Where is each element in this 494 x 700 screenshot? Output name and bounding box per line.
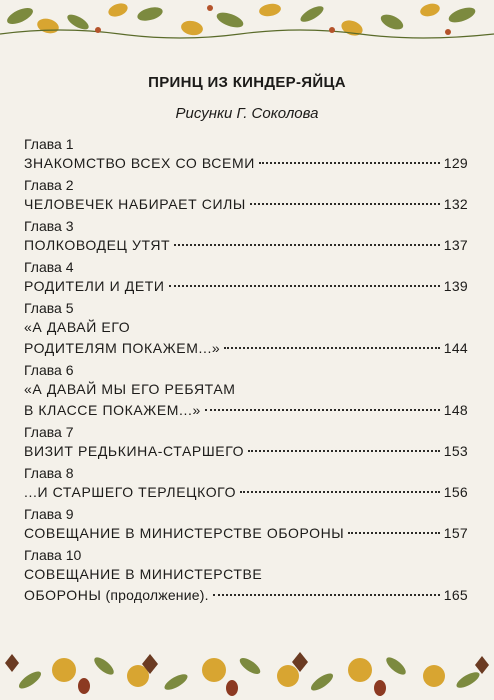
chapter-label: Глава 9 — [24, 506, 74, 522]
dot-leader — [348, 532, 439, 534]
chapter-title: ЗНАКОМСТВО ВСЕХ СО ВСЕМИ — [24, 155, 255, 171]
toc-entry — [24, 547, 468, 606]
chapter-title: «А ДАВАЙ МЫ ЕГО РЕБЯТАМ — [24, 381, 236, 397]
chapter-title: ПОЛКОВОДЕЦ УТЯТ — [24, 237, 171, 253]
chapter-title: РОДИТЕЛЯМ ПОКАЖЕМ...» — [24, 340, 221, 356]
dot-leader — [205, 409, 440, 411]
chapter-title: ВИЗИТ РЕДЬКИНА-СТАРШЕГО — [24, 443, 245, 459]
toc-entry — [24, 136, 468, 174]
table-of-contents — [24, 136, 468, 609]
chapter-title-line — [24, 153, 468, 174]
chapter-title-note: (продолжение). — [101, 587, 209, 603]
page-number: 132 — [443, 196, 468, 212]
chapter-title-line — [24, 338, 468, 359]
dot-leader — [248, 450, 440, 452]
chapter-title-line — [24, 379, 468, 400]
page-number: 139 — [443, 278, 468, 294]
dot-leader — [259, 162, 440, 164]
page-number: 165 — [443, 587, 468, 603]
chapter-label: Глава 1 — [24, 136, 74, 152]
chapter-title-line — [24, 482, 468, 503]
illustrator-credit: Рисунки Г. Соколова — [175, 105, 319, 122]
chapter-label: Глава 6 — [24, 362, 74, 378]
chapter-label: Глава 4 — [24, 259, 74, 275]
chapter-label: Глава 5 — [24, 300, 74, 316]
chapter-label: Глава 2 — [24, 177, 74, 193]
dot-leader — [213, 594, 440, 596]
toc-entry — [24, 362, 468, 421]
chapter-title: РОДИТЕЛИ И ДЕТИ — [24, 278, 165, 294]
page-number: 148 — [443, 402, 468, 418]
dot-leader — [250, 203, 440, 205]
toc-entry — [24, 300, 468, 359]
chapter-title: «А ДАВАЙ ЕГО — [24, 319, 131, 335]
chapter-title-line — [24, 194, 468, 215]
chapter-title-line — [24, 523, 468, 544]
bottom-leaf-ornament — [0, 636, 494, 700]
chapter-title: СОВЕЩАНИЕ В МИНИСТЕРСТВЕ — [24, 566, 263, 582]
chapter-label: Глава 3 — [24, 218, 74, 234]
page-number: 156 — [443, 484, 468, 500]
chapter-title-line — [24, 317, 468, 338]
page-number: 144 — [443, 340, 468, 356]
page-number: 153 — [443, 443, 468, 459]
page-number: 137 — [443, 237, 468, 253]
toc-entry — [24, 218, 468, 256]
toc-entry — [24, 177, 468, 215]
chapter-title: СОВЕЩАНИЕ В МИНИСТЕРСТВЕ ОБОРОНЫ — [24, 525, 345, 541]
chapter-label: Глава 10 — [24, 547, 82, 563]
book-title: ПРИНЦ ИЗ КИНДЕР-ЯЙЦА — [148, 74, 346, 91]
chapter-label: Глава 7 — [24, 424, 74, 440]
chapter-title-line — [24, 564, 468, 585]
toc-entry — [24, 424, 468, 462]
chapter-title-line — [24, 441, 468, 462]
chapter-title: ...И СТАРШЕГО ТЕРЛЕЦКОГО — [24, 484, 237, 500]
chapter-title: ЧЕЛОВЕЧЕК НАБИРАЕТ СИЛЫ — [24, 196, 246, 212]
dot-leader — [169, 285, 440, 287]
dot-leader — [174, 244, 440, 246]
chapter-title-line — [24, 400, 468, 421]
chapter-title: ОБОРОНЫ (продолжение). — [24, 587, 209, 603]
dot-leader — [224, 347, 439, 349]
chapter-title-line — [24, 276, 468, 297]
toc-entry — [24, 506, 468, 544]
chapter-title-line — [24, 585, 468, 606]
top-leaf-ornament — [0, 0, 494, 44]
toc-entry — [24, 465, 468, 503]
dot-leader — [240, 491, 440, 493]
chapter-label: Глава 8 — [24, 465, 74, 481]
chapter-title-line — [24, 235, 468, 256]
page-number: 157 — [443, 525, 468, 541]
chapter-title: В КЛАССЕ ПОКАЖЕМ...» — [24, 402, 201, 418]
page-number: 129 — [443, 155, 468, 171]
toc-entry — [24, 259, 468, 297]
